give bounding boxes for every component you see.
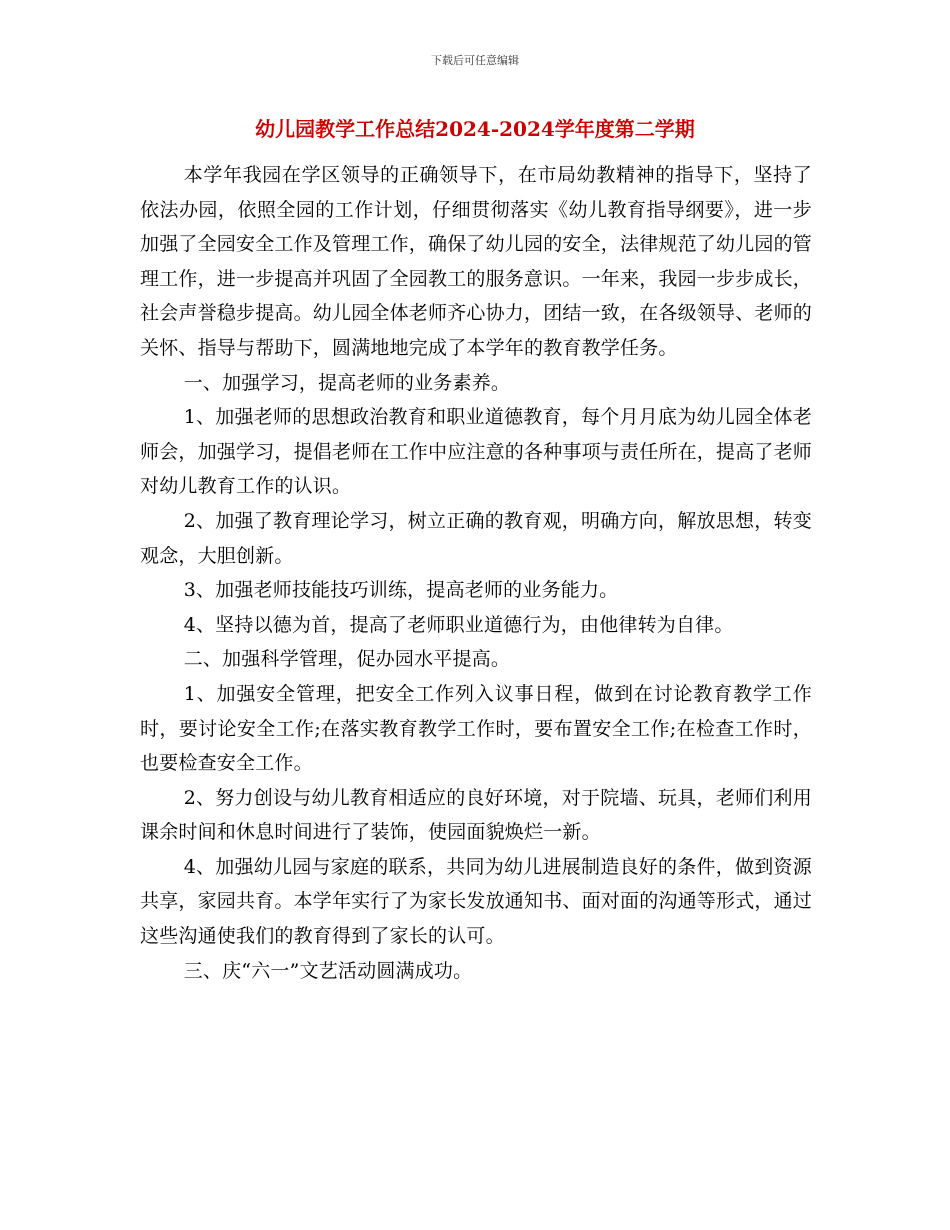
paragraph-1-4: 4、坚持以德为首，提高了老师职业道德行为，由他律转为自律。 (183, 613, 734, 636)
paragraph-intro: 本学年我园在学区领导的正确领导下，在市局幼教精神的指导下，坚持了依法办园，依照全园的工作计划，仔细贯彻落实《幼儿教育指导纲要》，进一步加强了全园安全工作及管理工作，确保了幼儿园的安全，法律规范了幼儿园的管理工作，进一步提高并巩固了全园教工的服务意识。一年来，我园一步步成长，社会声誉稳步提高。幼儿园全体老师齐心协力，团结一致，在各级领导、老师的关怀、指导与帮助下，圆满地地完成了本学年的教育教学任务。 (140, 164, 813, 359)
document-title: 幼儿园教学工作总结2024-2024学年度第二学期 (255, 117, 695, 141)
paragraph-1-3: 3、加强老师技能技巧训练，提高老师的业务能力。 (183, 579, 619, 602)
page-header-caption: 下载后可任意编辑 (431, 54, 519, 67)
paragraph-2-4: 4、加强幼儿园与家庭的联系，共同为幼儿进展制造良好的条件，做到资源共享，家园共育。本学年实行了为家长发放通知书、面对面的沟通等形式，通过这些沟通使我们的教育得到了家长的认可。 (140, 855, 813, 948)
paragraph-2-2: 2、努力创设与幼儿教育相适应的良好环境，对于院墙、玩具，老师们利用课余时间和休息时间进行了装饰，使园面貌焕烂一新。 (140, 786, 812, 844)
paragraph-1-2: 2、加强了教育理论学习，树立正确的教育观，明确方向，解放思想，转变观念，大胆创新。 (140, 509, 812, 567)
section-heading-2: 二、加强科学管理，促办园水平提高。 (183, 648, 511, 671)
paragraph-1-1: 1、加强老师的思想政治教育和职业道德教育，每个月月底为幼儿园全体老师会，加强学习，提倡老师在工作中应注意的各种事项与责任所在，提高了老师对幼儿教育工作的认识。 (140, 406, 813, 498)
document-body (140, 158, 812, 988)
section-heading-1: 一、加强学习，提高老师的业务素养。 (183, 371, 511, 394)
paragraph-2-1: 1、加强安全管理，把安全工作列入议事日程，做到在讨论教育教学工作时，要讨论安全工作;在落实教育教学工作时，要布置安全工作;在检查工作时，也要检查安全工作。 (140, 682, 812, 775)
section-heading-3: 三、庆“六一”文艺活动圆满成功。 (183, 959, 473, 982)
